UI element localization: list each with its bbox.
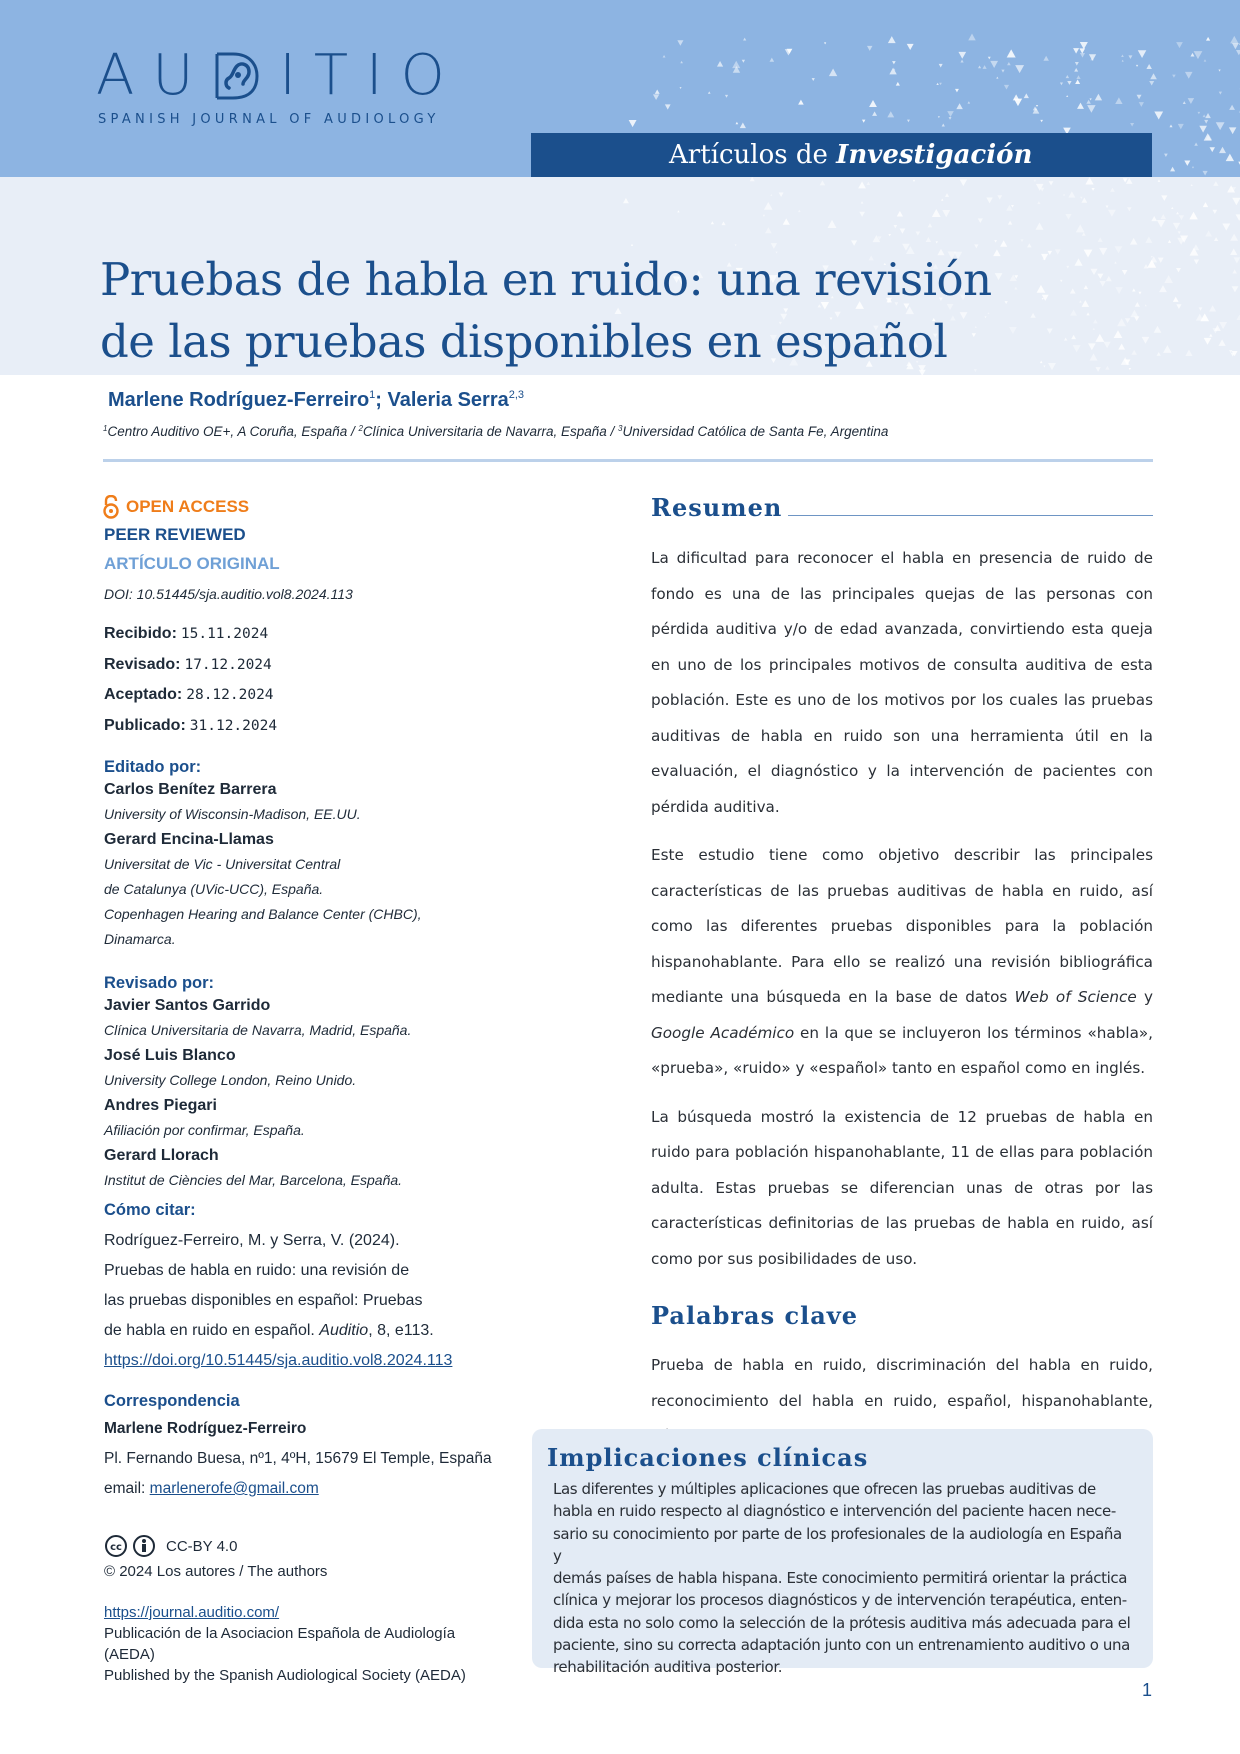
date-label: Publicado: <box>104 716 186 734</box>
date-row <box>104 650 504 681</box>
article-title <box>100 249 1100 373</box>
citation-line: las pruebas disponibles en español: Pruebas <box>104 1292 423 1309</box>
reviewer-name: José Luis Blanco <box>104 1047 236 1064</box>
correspondence-heading: Correspondencia <box>104 1392 240 1410</box>
correspondence-name: Marlene Rodríguez-Ferreiro <box>104 1420 307 1437</box>
title-line: Pruebas de habla en ruido: una revisión <box>100 253 992 306</box>
date-list <box>104 619 504 741</box>
logo-letter: T <box>313 43 367 108</box>
date-row <box>104 680 504 711</box>
date-value: 17.12.2024 <box>184 656 272 673</box>
editor-affiliation: University of Wisconsin-Madison, EE.UU. <box>104 806 361 822</box>
section-label <box>531 133 1152 177</box>
reviewer-name: Andres Piegari <box>104 1097 217 1114</box>
license-section <box>104 1534 504 1582</box>
citation-journal: Auditio <box>319 1322 369 1339</box>
date-row <box>104 619 504 650</box>
clinical-line: sario su conocimiento por parte de los profesionales de la audiología en España y <box>553 1524 1122 1565</box>
cc-icon <box>104 1534 128 1558</box>
publisher-section <box>104 1602 504 1686</box>
license-label: CC-BY 4.0 <box>166 1537 238 1555</box>
citation-line: Rodríguez-Ferreiro, M. y Serra, V. (2024). <box>104 1232 400 1249</box>
journal-tagline: SPANISH JOURNAL OF AUDIOLOGY <box>98 112 440 127</box>
abstract-column <box>651 493 1153 1455</box>
page-number: 1 <box>1142 1680 1153 1700</box>
affil-text: Centro Auditivo OE+, A Coruña, España / <box>107 424 359 439</box>
section-prefix: Artículos de <box>669 140 837 170</box>
section-emphasis: Investigación <box>836 140 1033 170</box>
open-lock-icon <box>102 495 120 519</box>
logo-letter: I <box>366 43 401 108</box>
editor-affiliation: Dinamarca. <box>104 931 176 947</box>
open-access-badge <box>104 495 504 519</box>
license-row <box>104 1534 504 1558</box>
citation-text-part: , 8, e113. <box>368 1322 434 1339</box>
affiliations <box>103 424 888 439</box>
keywords-heading <box>651 1301 1153 1330</box>
citation-line: Pruebas de habla en ruido: una revisión de <box>104 1262 410 1279</box>
publisher-es: Publicación de la Asociacion Española de Audiología (AEDA) <box>104 1625 456 1663</box>
affil-text: Clínica Universitaria de Navarra, España / <box>362 424 619 439</box>
clinical-line: paciente, sino su correcta adaptación junto con un entrenamiento auditivo o una <box>553 1636 1130 1655</box>
email-link[interactable]: marlenerofe@gmail.com <box>149 1480 319 1497</box>
title-line: de las pruebas disponibles en español <box>100 315 948 368</box>
affil-ref: 1 <box>103 424 108 433</box>
clinical-line: clínica y mejorar los procesos diagnósticos y de intervención terapéutica, enten- <box>553 1591 1127 1610</box>
database-name: Web of Science <box>1014 988 1137 1006</box>
editor-affiliation: Universitat de Vic - Universitat Central <box>104 856 341 872</box>
citation-text-part: de habla en ruido en español. <box>104 1322 320 1339</box>
date-value: 28.12.2024 <box>186 687 274 703</box>
open-access-label: OPEN ACCESS <box>126 497 250 516</box>
clinical-line: Las diferentes y múltiples aplicaciones que ofrecen las pruebas auditivas de <box>553 1480 1096 1498</box>
clinical-line: dida esta no solo como la selección de la prótesis auditiva más adecuada para el <box>553 1613 1131 1632</box>
reviewers-section <box>104 974 504 1193</box>
ear-icon <box>211 48 261 104</box>
reviewer-affiliation: University College London, Reino Unido. <box>104 1072 357 1088</box>
article-type-label: ARTÍCULO ORIGINAL <box>104 554 280 573</box>
abstract-paragraph: La búsqueda mostró la existencia de 12 pruebas de habla en ruido para población hispanohablante, 11 de ellas para población adulta. Estas pruebas se diferencian unas de otras por las características definitorias de las pruebas de habla en ruido, así como por sus posibilidades de uso. <box>651 1107 1153 1268</box>
editors-section <box>104 758 504 952</box>
author-list <box>108 389 524 412</box>
journal-url-link[interactable]: https://journal.auditio.com/ <box>104 1604 280 1621</box>
author-name: Marlene Rodríguez-Ferreiro <box>108 389 370 411</box>
clinical-line: demás países de habla hispana. Este conocimiento permitirá orientar la práctica <box>553 1569 1127 1588</box>
logo-letter: I <box>279 43 314 108</box>
citation-line <box>104 1316 504 1346</box>
reviewer-affiliation: Afiliación por confirmar, España. <box>104 1122 305 1138</box>
keywords-text: Prueba de habla en ruido, discriminación del habla en ruido, reconocimiento del habla en ruido, español, hispanohablante, <box>651 1356 1153 1410</box>
email-label: email: <box>104 1480 150 1497</box>
editor-affiliation: de Catalunya (UVic-UCC), España. <box>104 881 324 897</box>
logo-letter: A <box>96 43 153 108</box>
abstract-paragraph: La dificultad para reconocer el habla en presencia de ruido de fondo es una de las principales quejas de las personas con pérdida auditiva y/o de edad avanzada, convirtiendo esta queja en uno de los principales motivos de consulta auditiva de esta población. Este es uno de los motivos por los cuales las pruebas auditivas de habla en ruido son una herramienta útil en la evaluación, el diagnóstico y la intervención de pacientes con pérdida auditiva. <box>651 549 1153 816</box>
correspondence-address: Pl. Fernando Buesa, nº1, 4ºH, 15679 El Temple, España <box>104 1450 492 1467</box>
clinical-implications-heading: Implicaciones clínicas <box>547 1443 869 1472</box>
date-label: Aceptado: <box>104 686 183 703</box>
reviewer-affiliation: Clínica Universitaria de Navarra, Madrid, España. <box>104 1022 412 1038</box>
peer-reviewed-label: PEER REVIEWED <box>104 525 246 544</box>
database-name: Google Académico <box>651 1023 795 1042</box>
paragraph-text: y <box>1136 988 1153 1006</box>
affil-ref: 2 <box>358 424 363 433</box>
correspondence-section <box>104 1392 504 1504</box>
clinical-line: rehabilitación auditiva posterior. <box>553 1658 783 1677</box>
attribution-icon <box>132 1534 156 1558</box>
heading-rule <box>788 515 1153 516</box>
journal-logo <box>96 43 463 136</box>
reviewer-name: Gerard Llorach <box>104 1147 219 1164</box>
author-affil-ref: 1 <box>369 389 376 401</box>
header-divider <box>103 459 1153 462</box>
publisher-en: Published by the Spanish Audiological Society (AEDA) <box>104 1667 466 1684</box>
affil-ref: 3 <box>618 424 623 433</box>
citation-section <box>104 1201 504 1376</box>
date-row <box>104 711 504 742</box>
clinical-implications-text <box>553 1478 1133 1679</box>
author-separator: ; <box>375 389 388 411</box>
date-value: 15.11.2024 <box>180 626 269 642</box>
paragraph-text: en la que se incluyeron los términos «habla», «prueba», «ruido» y «español» tanto en español como en inglés. <box>651 1023 1153 1077</box>
logo-wordmark <box>96 43 463 108</box>
author-name: Valeria Serra <box>387 389 509 411</box>
paragraph-text: Este estudio tiene como objetivo describir las principales características de las pruebas auditivas de habla en ruido, así como las diferentes pruebas disponibles para la población hispanohablante. Para ello se realizó una revisión bibliográfica mediante una búsqueda en la base de datos <box>651 846 1153 1006</box>
editor-name: Carlos Benítez Barrera <box>104 781 277 798</box>
editor-affiliation: Copenhagen Hearing and Balance Center (CHBC), <box>104 906 422 922</box>
abstract-paragraph <box>651 838 1153 1087</box>
abstract-heading: Resumen <box>651 493 783 522</box>
date-label: Recibido: <box>104 625 177 642</box>
abstract-heading-row <box>651 493 1153 522</box>
author-affil-ref: 2,3 <box>508 389 525 401</box>
date-label: Revisado: <box>104 655 181 673</box>
clinical-line: habla en ruido respecto al diagnóstico e intervención del paciente hacen nece- <box>553 1502 1116 1521</box>
reviewers-heading: Revisado por: <box>104 974 215 992</box>
citation-doi-link[interactable]: https://doi.org/10.51445/sja.auditio.vol8.2024.113 <box>104 1352 453 1369</box>
logo-letter: O <box>400 43 463 108</box>
citation-heading: Cómo citar: <box>104 1201 196 1219</box>
reviewer-name: Javier Santos Garrido <box>104 997 271 1014</box>
copyright-notice: © 2024 Los autores / The authors <box>104 1563 328 1580</box>
correspondence-email-row <box>104 1474 504 1504</box>
doi: DOI: 10.51445/sja.auditio.vol8.2024.113 <box>104 586 353 602</box>
citation-text <box>104 1226 504 1376</box>
editors-heading: Editado por: <box>104 758 202 776</box>
reviewer-affiliation: Institut de Ciències del Mar, Barcelona, España. <box>104 1172 403 1188</box>
editor-name: Gerard Encina-Llamas <box>104 831 274 848</box>
logo-letter: U <box>152 43 212 108</box>
affil-text: Universidad Católica de Santa Fe, Argentina <box>622 424 889 439</box>
svg-text:cc: cc <box>110 1542 122 1553</box>
keywords-heading-text: Palabras clave <box>651 1301 858 1330</box>
article-sidebar <box>104 495 504 1686</box>
date-value: 31.12.2024 <box>189 717 278 734</box>
